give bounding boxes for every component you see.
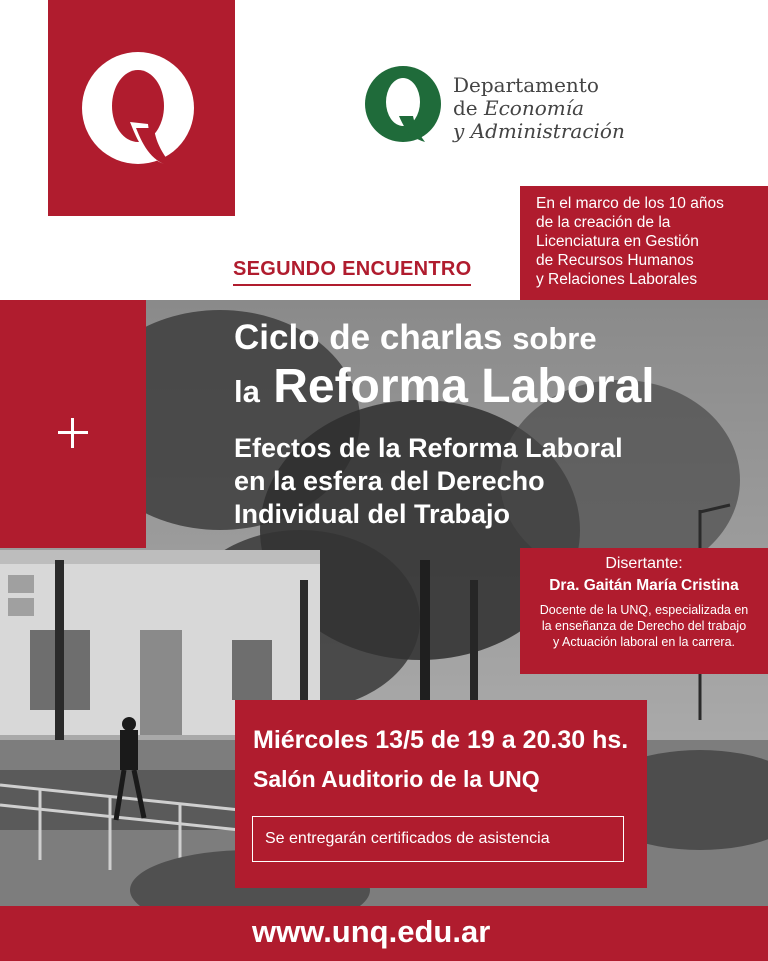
title-line1 xyxy=(234,316,655,361)
event-title xyxy=(234,316,655,418)
title-line2-small: la xyxy=(234,374,260,409)
department-name xyxy=(453,74,625,143)
event-place: Salón Auditorio de la UNQ xyxy=(253,766,540,792)
anniversary-note xyxy=(520,186,768,300)
speaker-name: Dra. Gaitán María Cristina xyxy=(549,577,739,594)
speaker-desc-line: y Actuación laboral en la carrera. xyxy=(552,635,736,649)
speaker-desc-line: la enseñanza de Derecho del trabajo xyxy=(541,619,747,633)
anniversary-line: de Recursos Humanos xyxy=(536,252,694,269)
red-accent-block xyxy=(0,300,146,548)
dept-name-line3-italic: y Administración xyxy=(453,119,625,143)
anniversary-line: de la creación de la xyxy=(536,214,671,231)
anniversary-line: En el marco de los 10 años xyxy=(536,195,724,212)
unq-q-logo-icon xyxy=(78,52,204,178)
footer-bar xyxy=(0,906,768,961)
title-line2-main: Reforma Laboral xyxy=(273,360,655,413)
speaker-box xyxy=(520,548,768,674)
dept-q-logo-icon xyxy=(365,66,445,146)
dept-name-line2-prefix: de xyxy=(453,96,484,120)
certificates-note: Se entregarán certificados de asistencia xyxy=(252,816,624,862)
dept-name-line3 xyxy=(453,120,625,143)
anniversary-line: y Relaciones Laborales xyxy=(536,271,698,288)
title-line1-small: sobre xyxy=(512,321,597,356)
unq-logo-block xyxy=(48,0,235,216)
title-line1-main: Ciclo de charlas xyxy=(234,318,503,357)
website-link[interactable]: www.unq.edu.ar xyxy=(252,914,491,949)
dept-name-line2 xyxy=(453,97,625,120)
dept-name-line2-italic: Economía xyxy=(484,96,585,120)
speaker-description xyxy=(520,602,768,650)
session-label: SEGUNDO ENCUENTRO xyxy=(233,258,471,286)
subtitle-line: en la esfera del Derecho xyxy=(234,466,545,496)
title-line2 xyxy=(234,361,655,418)
dept-name-line1: Departamento xyxy=(453,73,599,97)
plus-icon xyxy=(58,418,88,448)
speaker-desc-line: Docente de la UNQ, especializada en xyxy=(539,603,749,617)
event-details xyxy=(235,700,647,888)
anniversary-line: Licenciatura en Gestión xyxy=(536,233,699,250)
speaker-label: Disertante: xyxy=(605,555,683,572)
department-logo xyxy=(365,66,665,146)
subtitle-line: Individual del Trabajo xyxy=(234,499,511,529)
subtitle-line: Efectos de la Reforma Laboral xyxy=(234,433,623,463)
event-subtitle xyxy=(234,432,623,531)
event-date: Miércoles 13/5 de 19 a 20.30 hs. xyxy=(253,726,629,754)
